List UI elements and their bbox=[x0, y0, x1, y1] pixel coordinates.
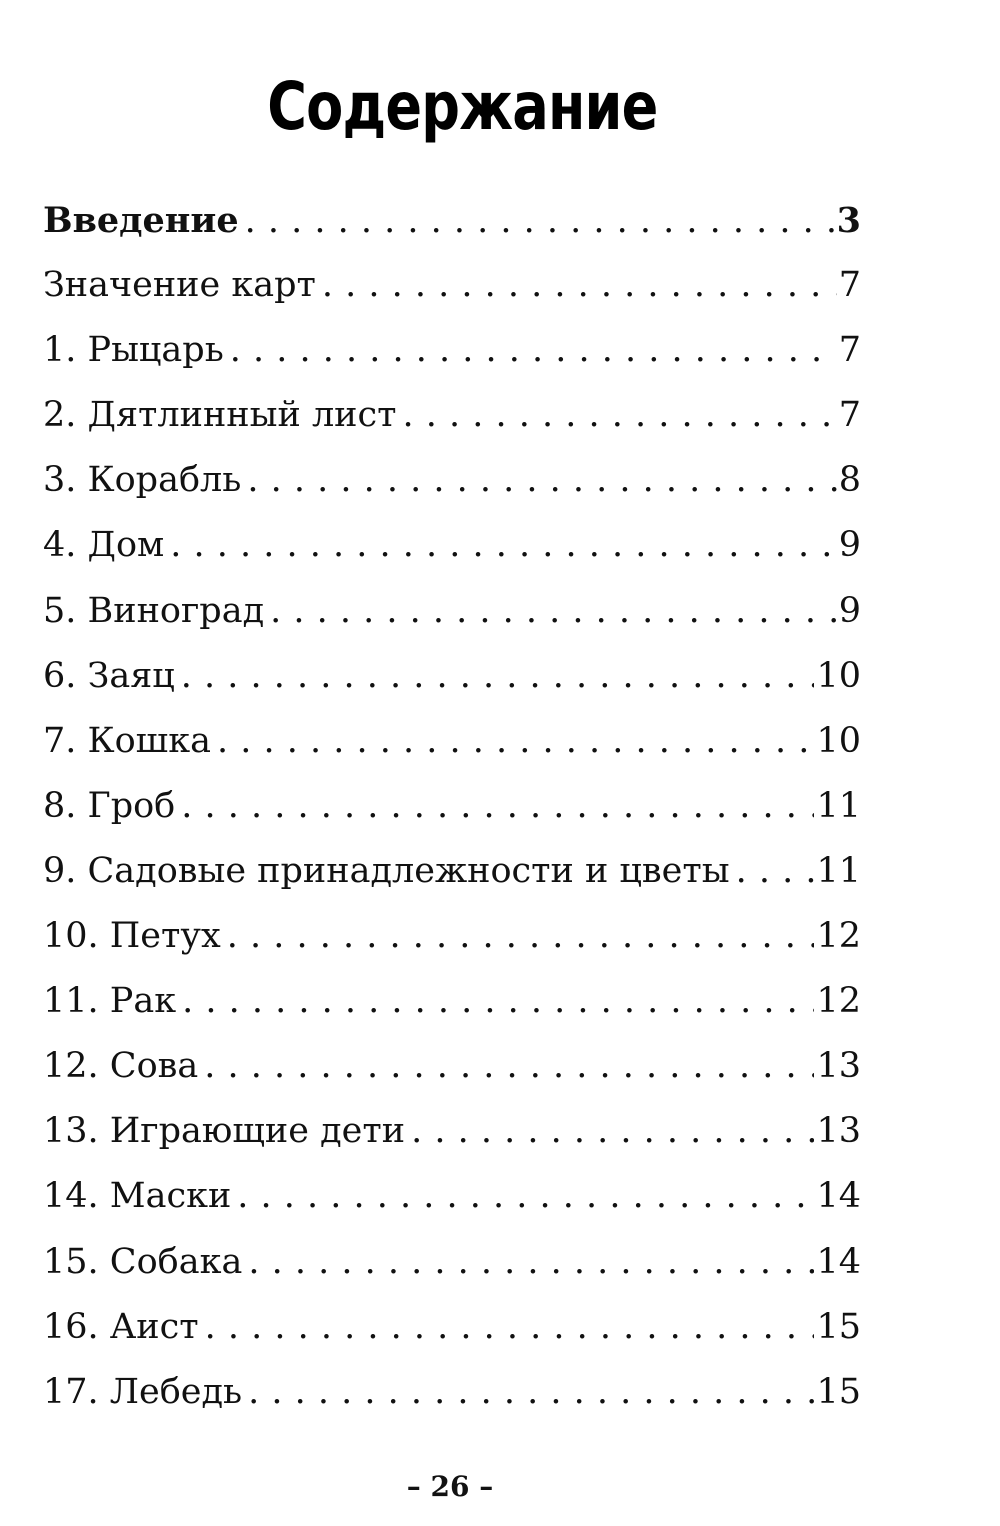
toc-leader-dots bbox=[239, 189, 835, 254]
toc-entry[interactable] bbox=[43, 1295, 861, 1360]
toc-entry-page: 15 bbox=[816, 1306, 861, 1347]
toc-entry-label: 13. Играющие дети bbox=[43, 1111, 406, 1152]
toc-entry-label: Значение карт bbox=[43, 265, 316, 306]
toc-leader-dots bbox=[221, 904, 815, 969]
toc-entry-label: 10. Петух bbox=[43, 916, 221, 957]
toc-entry[interactable] bbox=[43, 318, 861, 383]
toc-entry[interactable] bbox=[43, 1164, 861, 1229]
toc-entry-label: 2. Дятлинный лист bbox=[43, 395, 397, 436]
toc-entry-page: 8 bbox=[838, 460, 861, 501]
toc-entry-label: 6. Заяц bbox=[43, 655, 175, 696]
toc-leader-dots bbox=[242, 1230, 814, 1295]
toc-entry-page: 10 bbox=[816, 655, 861, 696]
toc-entry-page: 13 bbox=[816, 1111, 861, 1152]
toc-leader-dots bbox=[730, 839, 815, 904]
toc-entry[interactable] bbox=[43, 1099, 861, 1164]
toc-entry-page: 10 bbox=[816, 720, 861, 761]
toc-entry-page: 3 bbox=[836, 200, 861, 241]
toc-entry-page: 12 bbox=[816, 981, 861, 1022]
toc-leader-dots bbox=[396, 383, 836, 448]
toc-entry-label: 5. Виноград bbox=[43, 590, 265, 631]
toc-entry-label: 12. Сова bbox=[43, 1046, 199, 1087]
toc-entry-page: 7 bbox=[838, 265, 861, 306]
toc-entry-page: 11 bbox=[816, 850, 861, 891]
toc-entry-label: 8. Гроб bbox=[43, 785, 176, 826]
toc-leader-dots bbox=[175, 644, 815, 709]
toc-entry-page: 12 bbox=[816, 916, 861, 957]
toc-leader-dots bbox=[241, 448, 836, 513]
toc-entry[interactable] bbox=[43, 969, 861, 1034]
toc-entry[interactable] bbox=[43, 774, 861, 839]
toc-leader-dots bbox=[316, 253, 837, 318]
toc-entry-label: 3. Корабль bbox=[43, 460, 242, 501]
toc-leader-dots bbox=[176, 969, 814, 1034]
toc-leader-dots bbox=[264, 579, 837, 644]
toc-entry-page: 14 bbox=[816, 1176, 861, 1217]
toc-entry[interactable] bbox=[43, 709, 861, 774]
toc-entry-page: 9 bbox=[838, 525, 861, 566]
toc-entry[interactable] bbox=[43, 513, 861, 578]
toc-leader-dots bbox=[211, 709, 814, 774]
toc-entry[interactable] bbox=[43, 253, 861, 318]
toc-entry-label: Введение bbox=[43, 200, 239, 241]
toc-entry-page: 14 bbox=[816, 1241, 861, 1282]
toc-entry-page: 15 bbox=[816, 1371, 861, 1412]
toc-entry[interactable] bbox=[43, 1360, 861, 1425]
table-of-contents bbox=[43, 188, 861, 1425]
toc-entry-page: 7 bbox=[838, 330, 861, 371]
toc-entry[interactable] bbox=[43, 383, 861, 448]
toc-entry[interactable] bbox=[43, 188, 861, 253]
toc-leader-dots bbox=[199, 1295, 815, 1360]
toc-entry-label: 15. Собака bbox=[43, 1241, 243, 1282]
toc-entry-label: 9. Садовые принадлежности и цветы bbox=[43, 850, 730, 891]
toc-entry[interactable] bbox=[43, 1230, 861, 1295]
toc-entry-label: 4. Дом bbox=[43, 525, 165, 566]
toc-entry-label: 14. Маски bbox=[43, 1176, 232, 1217]
toc-entry-label: 11. Рак bbox=[43, 981, 177, 1022]
toc-entry-page: 11 bbox=[816, 785, 861, 826]
toc-leader-dots bbox=[224, 318, 837, 383]
toc-entry[interactable] bbox=[43, 1034, 861, 1099]
toc-entry-label: 17. Лебедь bbox=[43, 1371, 243, 1412]
toc-entry-page: 7 bbox=[838, 395, 861, 436]
toc-leader-dots bbox=[231, 1164, 814, 1229]
toc-entry-label: 7. Кошка bbox=[43, 720, 211, 761]
toc-entry[interactable] bbox=[43, 448, 861, 513]
toc-entry-page: 9 bbox=[838, 590, 861, 631]
toc-entry[interactable] bbox=[43, 839, 861, 904]
toc-leader-dots bbox=[164, 513, 836, 578]
toc-leader-dots bbox=[175, 774, 814, 839]
toc-entry-page: 13 bbox=[816, 1046, 861, 1087]
toc-leader-dots bbox=[198, 1034, 814, 1099]
toc-entry[interactable] bbox=[43, 644, 861, 709]
toc-entry[interactable] bbox=[43, 904, 861, 969]
toc-leader-dots bbox=[405, 1099, 814, 1164]
toc-entry-label: 16. Аист bbox=[43, 1306, 199, 1347]
toc-entry-label: 1. Рыцарь bbox=[43, 330, 224, 371]
page-number: – 26 – bbox=[406, 1470, 494, 1503]
toc-entry[interactable] bbox=[43, 579, 861, 644]
page-title: Содержание bbox=[267, 68, 658, 146]
toc-leader-dots bbox=[242, 1360, 814, 1425]
